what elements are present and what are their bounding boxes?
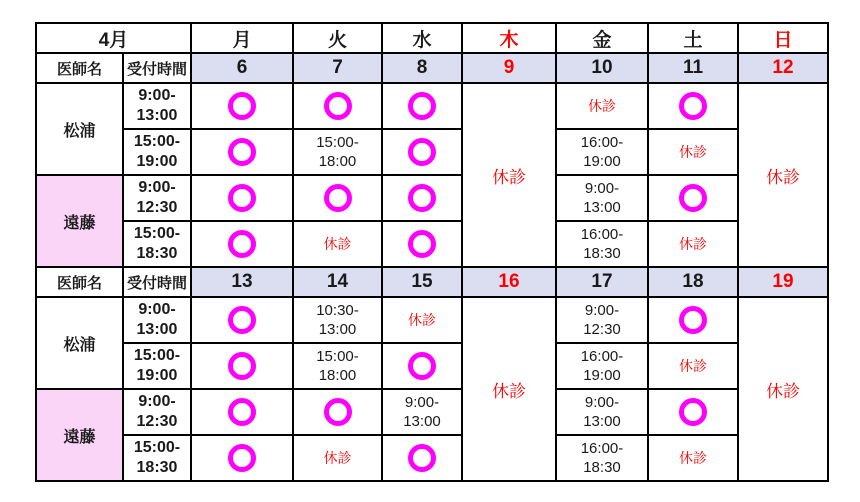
availability-cell-fri [556,389,648,435]
closed-day-cell-sun [738,297,828,481]
slot-time-cell: 15:00- 18:30 [123,435,191,481]
availability-cell-mon [191,343,293,389]
limited-hours-text: 10:30- 13:00 [316,301,359,338]
availability-cell-mon [191,129,293,175]
availability-cell-sat [648,343,738,389]
availability-cell-sat [648,297,738,343]
date-cell-8: 8 [382,53,462,83]
availability-cell-mon [191,221,293,267]
open-circle-icon [228,138,256,166]
limited-hours-text: 15:00- 18:00 [316,347,359,384]
day-header-mon: 月 [191,23,293,53]
closed-day-cell-thu [462,297,556,481]
slot-time-cell: 15:00- 19:00 [123,343,191,389]
limited-hours-text: 16:00- 19:00 [580,133,624,170]
availability-cell-tue [293,435,382,481]
open-circle-icon [228,184,256,212]
limited-hours-text: 16:00- 18:30 [580,439,624,476]
availability-cell-sat [648,129,738,175]
open-circle-icon [228,306,256,334]
closed-label: 休診 [323,236,352,252]
availability-cell-fri [556,129,648,175]
doctor-name-header: 医師名 [36,53,123,83]
limited-hours-text: 9:00- 13:00 [583,179,621,216]
closed-day-cell-sun [738,83,828,267]
day-header-fri: 金 [556,23,648,53]
reception-time-header: 受付時間 [123,267,191,297]
open-circle-icon [228,230,256,258]
open-circle-icon [324,184,352,212]
open-circle-icon [679,92,707,120]
date-cell-15: 15 [382,267,462,297]
date-cell-7: 7 [293,53,382,83]
slot-time-cell: 15:00- 19:00 [123,129,191,175]
availability-cell-fri [556,83,648,129]
slot-time-cell: 9:00- 12:30 [123,175,191,221]
closed-label: 休診 [588,98,616,114]
date-cell-17: 17 [556,267,648,297]
slot-time-cell: 9:00- 13:00 [123,83,191,129]
availability-cell-fri [556,175,648,221]
doctor-name-endo: 遠藤 [36,389,123,481]
availability-cell-wed [382,435,462,481]
date-cell-13: 13 [191,267,293,297]
availability-cell-wed [382,83,462,129]
open-circle-icon [324,398,352,426]
open-circle-icon [228,92,256,120]
availability-cell-tue [293,175,382,221]
availability-cell-tue [293,83,382,129]
availability-cell-mon [191,435,293,481]
date-cell-16: 16 [462,267,556,297]
date-cell-19: 19 [738,267,828,297]
open-circle-icon [679,306,707,334]
availability-cell-tue [293,389,382,435]
doctor-name-matsuura: 松浦 [36,83,123,175]
availability-cell-mon [191,297,293,343]
day-header-thu: 木 [462,23,556,53]
availability-cell-tue [293,129,382,175]
closed-label: 休診 [408,312,436,328]
availability-cell-mon [191,83,293,129]
availability-cell-tue [293,343,382,389]
closed-label: 休診 [679,450,707,466]
open-circle-icon [408,184,436,212]
availability-cell-sat [648,221,738,267]
availability-cell-fri [556,435,648,481]
limited-hours-text: 15:00- 18:00 [316,133,359,170]
doctor-name-header: 医師名 [36,267,123,297]
reception-time-header: 受付時間 [123,53,191,83]
availability-cell-fri [556,343,648,389]
schedule-table [35,22,829,482]
limited-hours-text: 16:00- 19:00 [580,347,624,384]
open-circle-icon [679,398,707,426]
closed-label: 休診 [766,167,800,187]
slot-time-cell: 9:00- 13:00 [123,297,191,343]
availability-cell-wed [382,297,462,343]
limited-hours-text: 9:00- 12:30 [583,301,621,338]
date-cell-9: 9 [462,53,556,83]
availability-cell-tue [293,221,382,267]
date-cell-12: 12 [738,53,828,83]
availability-cell-wed [382,221,462,267]
schedule-body [36,23,828,481]
closed-label: 休診 [766,381,800,401]
availability-cell-wed [382,129,462,175]
availability-cell-tue [293,297,382,343]
open-circle-icon [408,138,436,166]
availability-cell-sat [648,83,738,129]
availability-cell-wed [382,343,462,389]
open-circle-icon [408,92,436,120]
closed-day-cell-thu [462,83,556,267]
closed-label: 休診 [679,358,707,374]
limited-hours-text: 16:00- 18:30 [580,225,624,262]
availability-cell-fri [556,221,648,267]
open-circle-icon [408,230,436,258]
availability-cell-wed [382,389,462,435]
open-circle-icon [324,92,352,120]
open-circle-icon [408,352,436,380]
open-circle-icon [228,444,256,472]
open-circle-icon [228,398,256,426]
availability-cell-fri [556,297,648,343]
availability-cell-mon [191,175,293,221]
day-header-tue: 火 [293,23,382,53]
doctor-name-matsuura: 松浦 [36,297,123,389]
limited-hours-text: 9:00- 13:00 [403,393,441,430]
closed-label: 休診 [679,144,707,160]
availability-cell-mon [191,389,293,435]
day-header-sat: 土 [648,23,738,53]
limited-hours-text: 9:00- 13:00 [583,393,621,430]
slot-time-cell: 9:00- 12:30 [123,389,191,435]
availability-cell-sat [648,435,738,481]
month-cell: 4月 [36,23,191,53]
availability-cell-sat [648,389,738,435]
open-circle-icon [679,184,707,212]
closed-label: 休診 [679,236,707,252]
open-circle-icon [408,444,436,472]
date-cell-11: 11 [648,53,738,83]
closed-label: 休診 [323,450,352,466]
date-cell-10: 10 [556,53,648,83]
day-header-wed: 水 [382,23,462,53]
doctor-name-endo: 遠藤 [36,175,123,267]
availability-cell-sat [648,175,738,221]
closed-label: 休診 [492,167,526,187]
availability-cell-wed [382,175,462,221]
day-header-sun: 日 [738,23,828,53]
slot-time-cell: 15:00- 18:30 [123,221,191,267]
date-cell-14: 14 [293,267,382,297]
closed-label: 休診 [492,381,526,401]
date-cell-6: 6 [191,53,293,83]
date-cell-18: 18 [648,267,738,297]
open-circle-icon [228,352,256,380]
